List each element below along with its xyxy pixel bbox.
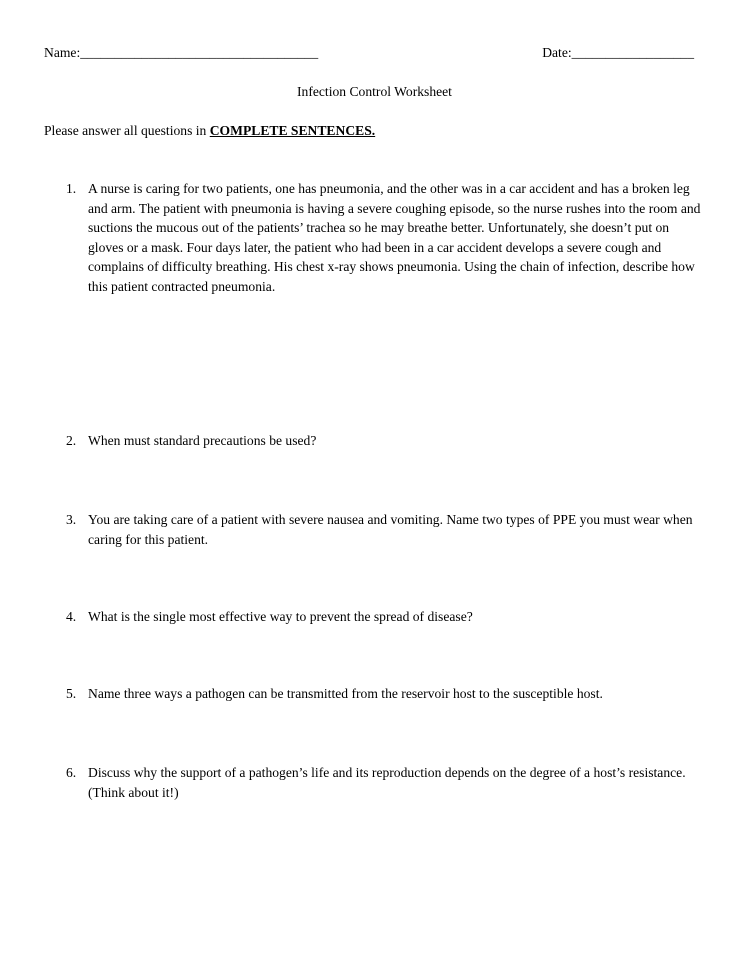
instructions-emphasis: COMPLETE SENTENCES. [209, 123, 376, 138]
header-row [44, 43, 694, 63]
question-number: 3. [66, 512, 77, 527]
question-text: Discuss why the support of a pathogen’s life and its reproduction depends on the degree of a host’s resistance. (Think about it!) [88, 765, 686, 800]
name-field [44, 43, 318, 63]
question-text: You are taking care of a patient with severe nausea and vomiting. Name two types of PPE you must wear when caring for this patient. [88, 512, 693, 547]
question-text: Name three ways a pathogen can be transmitted from the reservoir host to the susceptible host. [88, 686, 603, 701]
name-blank: ___________________________________ [80, 45, 319, 60]
worksheet-title: Infection Control Worksheet [297, 84, 452, 99]
instructions-text: Please answer all questions in [44, 123, 210, 138]
question-text: When must standard precautions be used? [88, 433, 317, 448]
question-number: 6. [66, 765, 77, 780]
question-2 [66, 431, 706, 451]
question-text: What is the single most effective way to prevent the spread of disease? [88, 609, 473, 624]
question-number: 1. [66, 181, 77, 196]
question-6 [66, 763, 706, 802]
question-number: 2. [66, 433, 77, 448]
date-blank: __________________ [571, 45, 694, 60]
question-number: 4. [66, 609, 77, 624]
date-field [542, 43, 694, 63]
question-4 [66, 607, 706, 627]
question-3 [66, 510, 706, 549]
question-number: 5. [66, 686, 77, 701]
name-label: Name: [44, 45, 81, 60]
instructions [44, 121, 375, 141]
date-label: Date: [542, 45, 572, 60]
question-1 [66, 179, 706, 297]
question-5 [66, 684, 706, 704]
question-text: A nurse is caring for two patients, one has pneumonia, and the other was in a car accident and has a broken leg and arm. The patient with pneumonia is having a severe coughing episode, so the nurse rushes into the room and suctions the mucous out of the patients’ trachea so he may breathe better. Unfortunately, she doesn’t put on gloves or a mask. Four days later, the patient who had been in a car accident develops a severe cough and complains of difficulty breathing. His chest x-ray shows pneumonia. Using the chain of infection, describe how this patient contracted pneumonia. [88, 181, 701, 294]
